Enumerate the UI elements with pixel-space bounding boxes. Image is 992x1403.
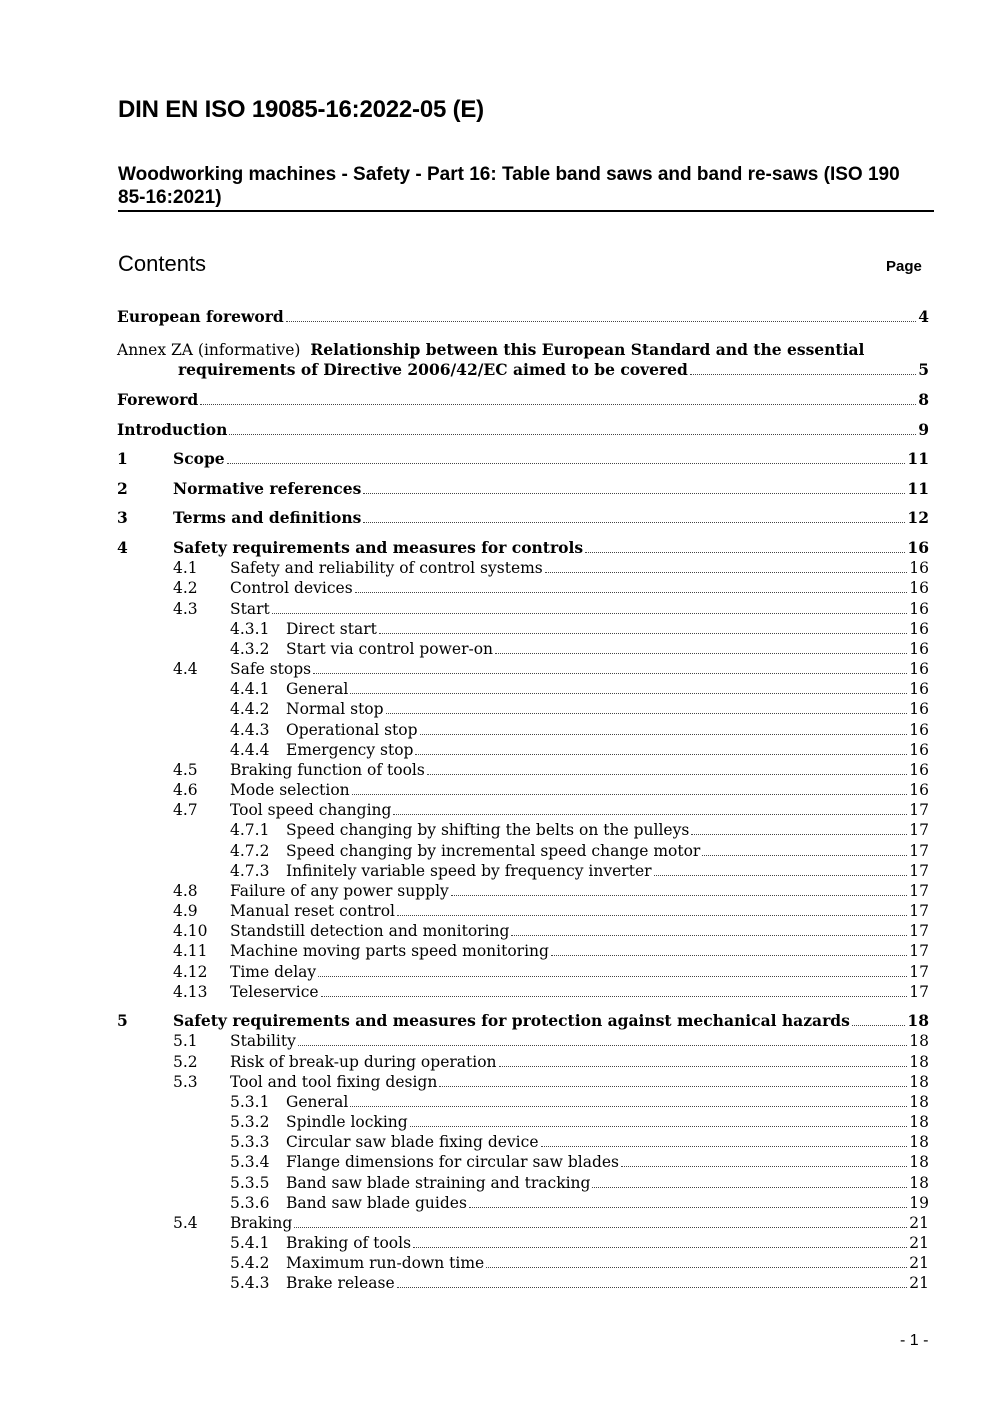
leader-dots (272, 603, 908, 614)
toc-entry[interactable] (0, 619, 992, 639)
toc-entry-number: 4.4.3 (230, 721, 270, 739)
toc-entry-title: Flange dimensions for circular saw blades (286, 1153, 620, 1171)
toc-entry-title: Safety and reliability of control systems (230, 559, 543, 577)
toc-entry-page: 4 (918, 307, 929, 326)
toc-entry[interactable] (0, 1011, 992, 1031)
toc-entry-title: Risk of break-up during operation (230, 1053, 497, 1071)
leader-dots (420, 724, 908, 735)
toc-entry-title: Time delay (230, 963, 317, 981)
toc-entry[interactable] (0, 578, 992, 598)
toc-entry-title: Normative references (173, 479, 362, 498)
toc-entry[interactable] (0, 558, 992, 578)
leader-dots (294, 1217, 907, 1228)
toc-entry-page: 16 (909, 559, 929, 577)
toc-entry-page: 18 (909, 1073, 929, 1091)
toc-entry-number: 5.3.5 (230, 1174, 270, 1192)
toc-entry-page: 18 (909, 1093, 929, 1111)
toc-entry[interactable] (0, 841, 992, 861)
toc-entry-number: 5.4.2 (230, 1254, 270, 1272)
toc-entry-page: 11 (907, 479, 929, 498)
toc-entry-title: Tool and tool fixing design (230, 1073, 438, 1091)
leader-dots (702, 845, 907, 856)
toc-entry-title: Speed changing by shifting the belts on the pulleys (286, 821, 690, 839)
toc-entry-number: 4.3.1 (230, 620, 270, 638)
toc-entry-number: 5.4.3 (230, 1274, 270, 1292)
contents-heading: Contents (118, 251, 207, 276)
toc-entry-title: Spindle locking (286, 1113, 408, 1131)
toc-entry-title: Maximum run-down time (286, 1254, 485, 1272)
toc-entry-number: 4.3 (173, 600, 198, 618)
toc-entry-page: 12 (907, 508, 929, 527)
toc-entry-page: 16 (909, 700, 929, 718)
toc-entry-title: Start via control power-on (286, 640, 494, 658)
leader-dots (592, 1177, 907, 1188)
toc-entry-number: 5.1 (173, 1032, 198, 1050)
toc-entry[interactable] (0, 740, 992, 760)
toc-entry-number: 4.4.1 (230, 680, 270, 698)
leader-dots (313, 663, 907, 674)
document-subtitle: Woodworking machines - Safety - Part 16: Table band saws and band re-saws (ISO 190 85-16:2021) (118, 164, 900, 208)
toc-entry-number: 5.3.4 (230, 1153, 270, 1171)
toc-entry-page: 21 (909, 1274, 929, 1292)
toc-entry-title: Emergency stop (286, 741, 414, 759)
toc-entry-page: 17 (909, 983, 929, 1001)
toc-entry[interactable] (0, 479, 992, 499)
toc-entry[interactable] (0, 508, 992, 528)
toc-entry-page: 16 (909, 620, 929, 638)
toc-entry-page: 9 (918, 420, 929, 439)
toc-entry[interactable] (0, 599, 992, 619)
toc-entry-title: European foreword (117, 307, 284, 326)
toc-entry-page: 17 (909, 922, 929, 940)
toc-entry-title: Manual reset control (230, 902, 395, 920)
leader-dots (486, 1257, 907, 1268)
toc-entry[interactable] (0, 881, 992, 901)
toc-entry-number: 5.2 (173, 1053, 198, 1071)
leader-dots (318, 966, 907, 977)
toc-entry-title: Safe stops (230, 660, 312, 678)
toc-entry[interactable] (0, 1112, 992, 1132)
toc-entry-number: 5.3.1 (230, 1093, 270, 1111)
toc-entry-number: 4.1 (173, 559, 198, 577)
toc-entry[interactable] (0, 962, 992, 982)
toc-entry-number: 4.12 (173, 963, 208, 981)
toc-entry-page: 17 (909, 902, 929, 920)
toc-entry-page: 11 (907, 449, 929, 468)
leader-dots (227, 453, 906, 464)
toc-entry-title: Brake release (286, 1274, 395, 1292)
toc-entry-number: 3 (117, 508, 128, 527)
toc-entry-number: 4.2 (173, 579, 198, 597)
toc-entry-page: 17 (909, 882, 929, 900)
toc-entry-title: Machine moving parts speed monitoring (230, 942, 549, 960)
toc-entry[interactable] (0, 1072, 992, 1092)
toc-entry-number: 4.7 (173, 801, 198, 819)
toc-entry-page: 18 (909, 1174, 929, 1192)
toc-entry-title: General (286, 680, 349, 698)
toc-entry[interactable] (0, 941, 992, 961)
leader-dots (585, 542, 905, 553)
toc-entry-number: 4.7.1 (230, 821, 270, 839)
leader-dots (415, 744, 907, 755)
annex-title-line2: requirements of Directive 2006/42/EC aimed to be covered (178, 360, 688, 379)
toc-entry-page: 17 (909, 963, 929, 981)
toc-entry[interactable] (0, 982, 992, 1002)
leader-dots (621, 1156, 907, 1167)
toc-entry-number: 4.4.4 (230, 741, 270, 759)
toc-entry[interactable] (0, 1152, 992, 1172)
toc-entry-page: 17 (909, 842, 929, 860)
toc-entry-page: 18 (909, 1032, 929, 1050)
toc-entry[interactable] (0, 921, 992, 941)
leader-dots (352, 784, 908, 795)
toc-entry[interactable] (0, 449, 992, 469)
leader-dots (229, 424, 916, 435)
toc-entry-page: 16 (909, 761, 929, 779)
toc-entry[interactable] (0, 1173, 992, 1193)
toc-entry-title: Braking function of tools (230, 761, 425, 779)
toc-entry[interactable] (0, 780, 992, 800)
toc-entry[interactable] (0, 307, 992, 327)
toc-entry-number: 4 (117, 538, 128, 557)
toc-entry-title: Tool speed changing (230, 801, 392, 819)
toc-entry-page: 16 (909, 781, 929, 799)
toc-entry[interactable] (0, 1092, 992, 1112)
leader-dots (410, 1116, 908, 1127)
annex-prefix: Annex ZA (informative) (117, 341, 301, 359)
toc-entry-title: Failure of any power supply (230, 882, 449, 900)
toc-entry-number: 5.3.3 (230, 1133, 270, 1151)
annex-title-line1: Relationship between this European Standard and the essential (310, 340, 865, 359)
toc-entry[interactable] (0, 1213, 992, 1233)
toc-entry[interactable] (0, 861, 992, 881)
leader-dots (427, 764, 907, 775)
toc-entry-number: 4.13 (173, 983, 208, 1001)
toc-entry-title: Band saw blade straining and tracking (286, 1174, 591, 1192)
toc-entry[interactable] (0, 1253, 992, 1273)
toc-entry-page: 16 (909, 721, 929, 739)
toc-entry-number: 4.4 (173, 660, 198, 678)
toc-entry-number: 4.10 (173, 922, 208, 940)
leader-dots (350, 1096, 907, 1107)
toc-entry-number: 4.3.2 (230, 640, 270, 658)
toc-entry[interactable] (0, 800, 992, 820)
leader-dots (691, 824, 907, 835)
annex-page: 5 (918, 360, 929, 379)
toc-entry-page: 17 (909, 821, 929, 839)
toc-entry-page: 19 (909, 1194, 929, 1212)
toc-entry-title: Control devices (230, 579, 353, 597)
toc-entry-page: 17 (909, 862, 929, 880)
toc-entry-number: 4.7.2 (230, 842, 270, 860)
toc-entry[interactable] (0, 1031, 992, 1051)
toc-entry-title: Terms and definitions (173, 508, 362, 527)
toc-entry-number: 5.3.6 (230, 1194, 270, 1212)
leader-dots (350, 683, 907, 694)
toc-entry-page: 16 (909, 600, 929, 618)
toc-entry-number: 4.7.3 (230, 862, 270, 880)
leader-dots (451, 885, 907, 896)
toc-entry-page: 16 (909, 680, 929, 698)
leader-dots (321, 986, 908, 997)
toc-entry[interactable] (0, 420, 992, 440)
toc-entry-title: Start (230, 600, 270, 618)
toc-entry-number: 4.5 (173, 761, 198, 779)
toc-entry-title: Scope (173, 449, 225, 468)
toc-entry-title: Standstill detection and monitoring (230, 922, 510, 940)
toc-entry[interactable] (0, 1132, 992, 1152)
leader-dots (200, 394, 916, 405)
leader-dots (852, 1015, 906, 1026)
toc-entry-number: 4.11 (173, 942, 208, 960)
toc-entry[interactable] (0, 820, 992, 840)
toc-entry[interactable] (0, 679, 992, 699)
toc-entry-number: 5 (117, 1011, 128, 1030)
toc-entry-number: 5.4 (173, 1214, 198, 1232)
toc-entry[interactable] (0, 1193, 992, 1213)
document-title: DIN EN ISO 19085-16:2022-05 (E) (118, 96, 484, 123)
toc-entry-page: 16 (909, 579, 929, 597)
toc-entry-title: Band saw blade guides (286, 1194, 467, 1212)
toc-entry-title: Safety requirements and measures for protection against mechanical hazards (173, 1011, 850, 1030)
toc-entry-page: 16 (909, 741, 929, 759)
toc-entry-page: 18 (909, 1053, 929, 1071)
toc-entry-title: Normal stop (286, 700, 384, 718)
toc-entry-title: Mode selection (230, 781, 350, 799)
leader-dots (286, 311, 916, 322)
toc-entry-number: 4.6 (173, 781, 198, 799)
page-column-heading: Page (886, 258, 922, 275)
toc-entry-page: 18 (909, 1113, 929, 1131)
toc-entry[interactable] (0, 538, 992, 558)
toc-entry[interactable] (0, 1233, 992, 1253)
toc-entry-title: Safety requirements and measures for controls (173, 538, 584, 557)
leader-dots (439, 1076, 907, 1087)
toc-entry-title: Operational stop (286, 721, 418, 739)
leader-dots (397, 1277, 908, 1288)
toc-entry[interactable] (0, 639, 992, 659)
toc-entry-page: 16 (909, 640, 929, 658)
toc-entry[interactable] (0, 699, 992, 719)
toc-entry-page: 17 (909, 942, 929, 960)
toc-entry-page: 21 (909, 1214, 929, 1232)
toc-entry-number: 2 (117, 479, 128, 498)
toc-entry-title: Direct start (286, 620, 377, 638)
toc-entry-title: Stability (230, 1032, 296, 1050)
toc-entry[interactable] (0, 390, 992, 410)
toc-entry-number: 4.4.2 (230, 700, 270, 718)
leader-dots (654, 865, 908, 876)
toc-entry-title: Braking of tools (286, 1234, 412, 1252)
leader-dots (355, 582, 908, 593)
toc-entry-page: 18 (907, 1011, 929, 1030)
toc-entry-title: Speed changing by incremental speed change motor (286, 842, 701, 860)
leader-dots (386, 703, 908, 714)
toc-entry-page: 16 (909, 660, 929, 678)
leader-dots (363, 483, 905, 494)
toc-entry[interactable] (0, 659, 992, 679)
toc-entry[interactable] (0, 720, 992, 740)
toc-entry-number: 5.3.2 (230, 1113, 270, 1131)
page-number: - 1 - (900, 1332, 929, 1349)
leader-dots (298, 1035, 907, 1046)
toc-entry[interactable] (0, 901, 992, 921)
leader-dots (393, 804, 907, 815)
leader-dots (413, 1237, 907, 1248)
leader-dots (551, 945, 907, 956)
toc-entry-title: Foreword (117, 390, 199, 409)
toc-entry[interactable] (0, 1052, 992, 1072)
toc-entry-title: Braking (230, 1214, 293, 1232)
toc-entry-number: 5.3 (173, 1073, 198, 1091)
toc-entry-number: 5.4.1 (230, 1234, 270, 1252)
toc-entry-page: 21 (909, 1234, 929, 1252)
toc-entry-page: 8 (918, 390, 929, 409)
toc-entry[interactable] (0, 760, 992, 780)
toc-entry-page: 17 (909, 801, 929, 819)
leader-dots (541, 1136, 908, 1147)
leader-dots (499, 1056, 908, 1067)
toc-entry-title: General (286, 1093, 349, 1111)
toc-entry-title: Infinitely variable speed by frequency inverter (286, 862, 652, 880)
toc-entry-page: 21 (909, 1254, 929, 1272)
toc-entry-title: Teleservice (230, 983, 319, 1001)
toc-entry[interactable] (0, 1273, 992, 1293)
leader-dots (397, 905, 907, 916)
toc-entry-page: 18 (909, 1153, 929, 1171)
toc-entry-title: Introduction (117, 420, 228, 439)
leader-dots (511, 925, 907, 936)
leader-dots (379, 623, 907, 634)
toc-entry-page: 18 (909, 1133, 929, 1151)
toc-entry-number: 4.8 (173, 882, 198, 900)
leader-dots (363, 512, 905, 523)
toc-entry-title: Circular saw blade fixing device (286, 1133, 539, 1151)
leader-dots (495, 643, 907, 654)
toc-entry-number: 4.9 (173, 902, 198, 920)
leader-dots (545, 562, 908, 573)
leader-dots (469, 1197, 907, 1208)
toc-entry-number: 1 (117, 449, 128, 468)
toc-entry-page: 16 (907, 538, 929, 557)
